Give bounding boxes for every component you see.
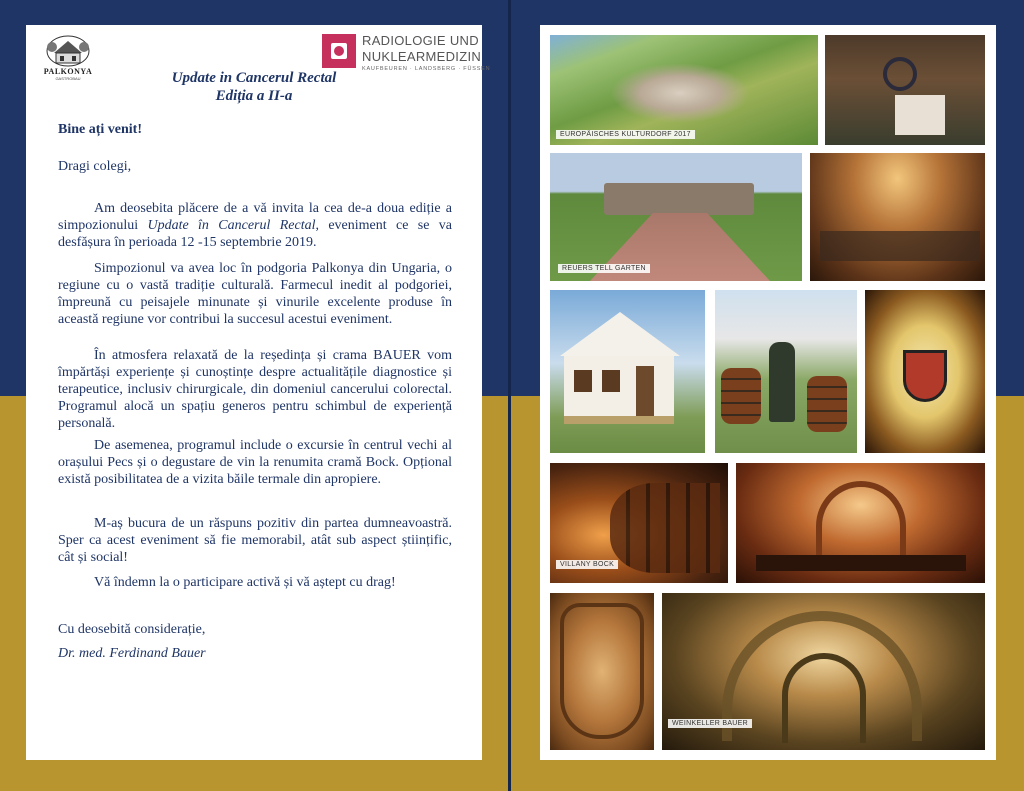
cellar-arch [782,653,866,743]
event-title [106,69,402,105]
weinkeller-photo [662,593,985,750]
radiology-logo-line1: RADIOLOGIE UND [362,33,479,48]
paragraph-encouragement: Vă îndemn la o participare activă și vă aștept cu drag! [94,575,396,590]
barrel [807,376,847,432]
aerial-caption: EUROPÄISCHES KULTURDORF 2017 [556,130,695,139]
seminar-tables [820,231,980,261]
cellar-seminar-photo [810,153,985,281]
garden-photo [550,153,802,281]
tunnel-caption: VILLANY BOCK [556,560,618,569]
press-base [895,95,945,135]
carved-plaque [560,603,644,739]
radiology-logo-line3: KAUFBEUREN · LANDSBERG · FÜSSEN [362,66,491,72]
house-door [636,366,654,416]
village-cluster [610,63,750,123]
barrel-row [610,483,720,573]
closing: Cu deosebită considerație, [58,622,206,637]
house-window [574,370,592,392]
letter-page [26,25,491,760]
house-roof [560,312,680,356]
aerial-village-photo [550,35,818,145]
salutation: Dragi colegi, [58,159,132,174]
garden-caption: REUERS TELL GARTEN [558,264,650,273]
coat-of-arms-glass-photo [865,290,985,453]
paragraph-excursion: De asemenea, programul include o excursie în centrul vechi al orașului Pecs și o degustare de vin la renumita cramă Bock. Opțional există posibilitatea de a vizita băile termale din apropiere. [58,438,452,487]
cellar-arch [816,481,906,561]
barrels-photo [715,290,857,453]
person [769,342,795,422]
house-window [602,370,620,392]
logo-brand-text: PALKONYA [43,67,93,76]
weinkeller-caption: WEINKELLER BAUER [668,719,752,728]
paragraph-program: În atmosfera relaxată de la reședința și crama BAUER vom împărtăși experiențe și cunoștințe despre actualitățile diagnostice și terapeutice, inclusiv chirurgicale, din domeniul cancerului colorectal. Programul alocă un spațiu generos pentru schimbul de experiență personală. [58,348,452,431]
carved-coat-of-arms-photo [550,593,654,750]
logo-sub-text: GASTROBAU [55,76,81,81]
white-house-photo [550,290,705,453]
farmhouse-icon [46,33,90,67]
paragraph-invitation-start: Am deosebita plăcere de a vă invita la cea de-a doua ediție a simpozionului [58,201,452,233]
event-title-line2: Ediția a II-a [215,88,293,104]
barrel-tunnel-photo [550,463,728,583]
radiology-logo-line2: NUKLEARMEDIZIN [362,49,482,64]
brochure-spine [508,0,511,791]
palkonya-logo [38,33,98,91]
signature: Dr. med. Ferdinand Bauer [58,646,206,661]
photo-collage-page [540,25,996,760]
event-title-line1: Update in Cancerul Rectal [171,70,337,86]
coat-of-arms-shield [903,350,947,402]
cellar-table [756,555,966,571]
paragraph-invitation [58,200,452,251]
paragraph-invitation-end: , eveniment ce se va desfășura în perioada 12 -15 septembrie 2019. [58,218,452,250]
radiology-logo-icon [322,34,356,68]
paragraph-venue: Simpozionul va avea loc în podgoria Palkonya din Ungaria, o regiune cu o vastă tradiție culturală. Farmecul inedit al podgoriei, împreună cu peisajele minunate și vinurile excelente produse în această regiune vor contribui la succesul acestui eveniment. [58,261,452,327]
wine-press-photo [825,35,985,145]
cellar-hall-photo [736,463,985,583]
symposium-name: Update în Cancerul Rectal [147,218,316,233]
paragraph-response: M-aș bucura de un răspuns pozitiv din partea dumneavoastră. Sper ca acest eveniment să fie memorabil, atât sub aspect științific, cât și social! [58,516,452,565]
garden-wall [604,183,754,215]
press-wheel [883,57,917,91]
barrel [721,368,761,424]
greeting: Bine ați venit! [58,122,142,137]
